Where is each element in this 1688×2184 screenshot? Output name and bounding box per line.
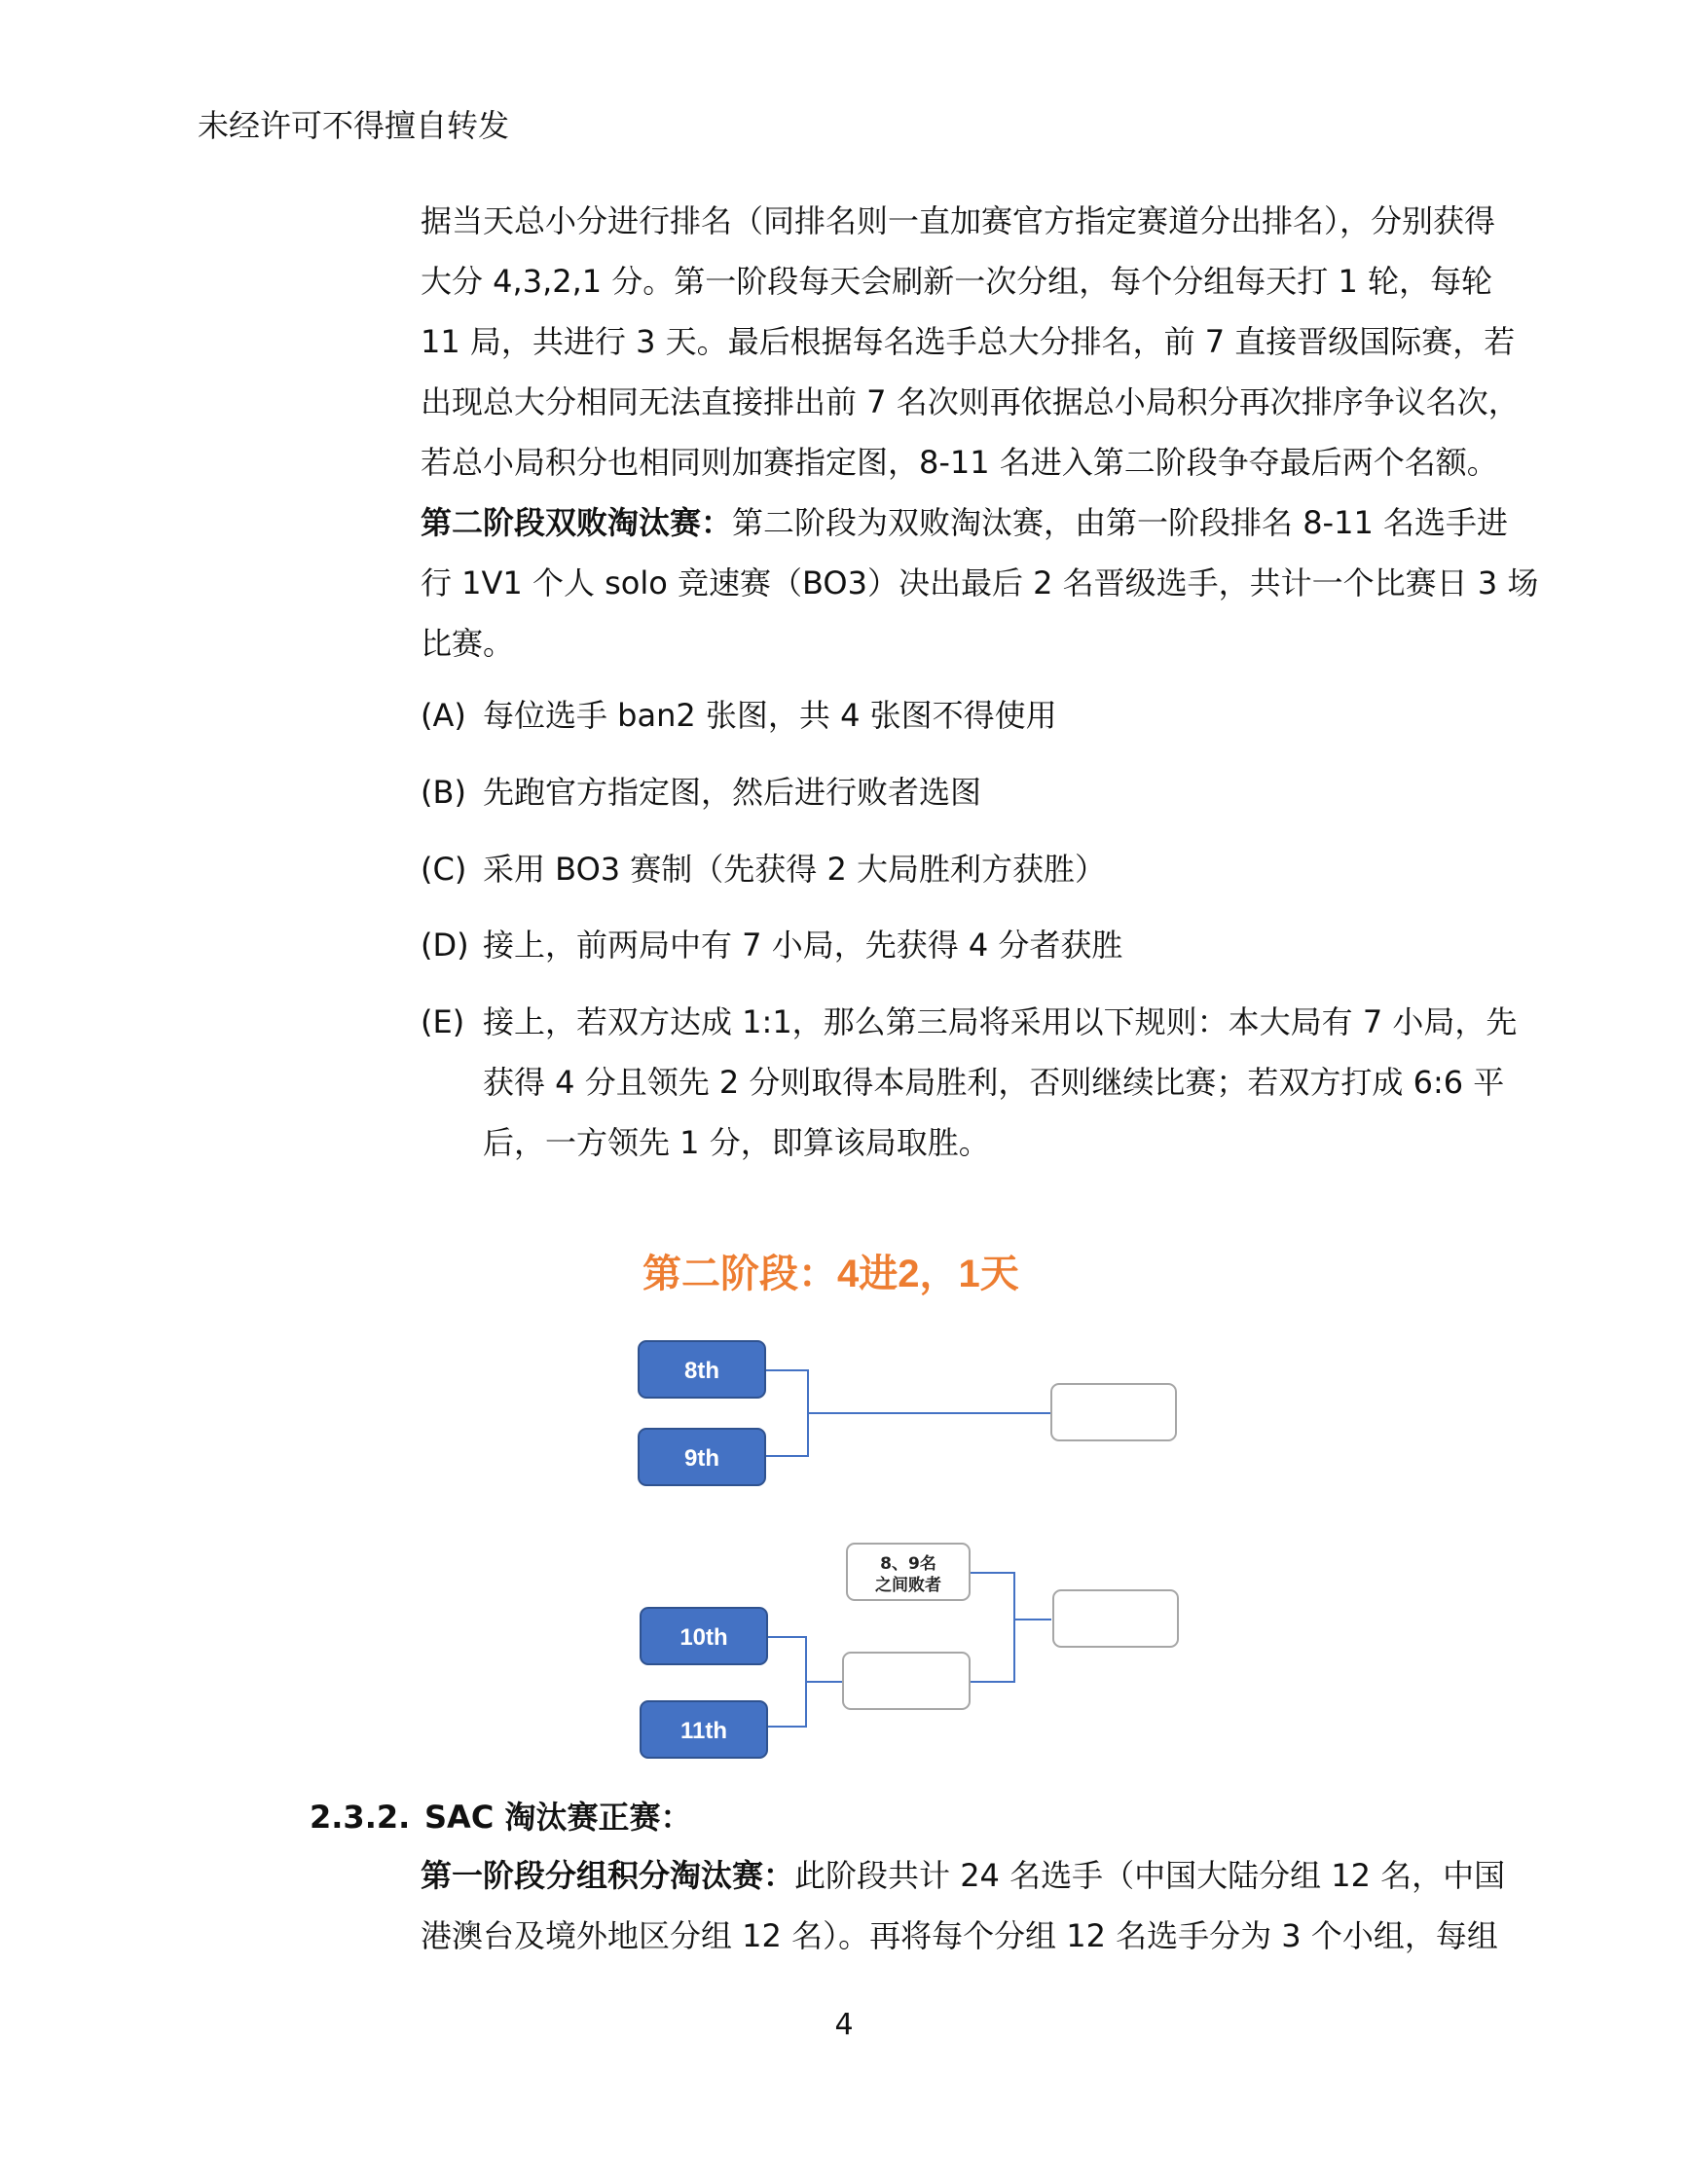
seed-10th — [641, 1608, 767, 1664]
list-label: (E) — [421, 1003, 465, 1040]
paragraph-text: 第二阶段为双败淘汰赛，由第一阶段排名 8-11 名选手进 — [732, 504, 1508, 541]
loser-box-line1: 8、9名 — [880, 1554, 936, 1574]
bracket-diagram — [623, 1236, 1207, 1781]
list-label: (B) — [421, 774, 466, 811]
paragraph-line: 行 1V1 个人 solo 竞速赛（BO3）决出最后 2 名晋级选手，共计一个比赛日 3 场 — [421, 564, 1539, 601]
seed-8th — [639, 1341, 765, 1398]
match-box-lower — [843, 1653, 970, 1709]
list-text-continued: 后，一方领先 1 分，即算该局取胜。 — [483, 1124, 990, 1161]
paragraph-line: 比赛。 — [421, 625, 515, 662]
bracket-line — [970, 1573, 1014, 1682]
list-item — [421, 915, 1122, 975]
section-number: 2.3.2. — [310, 1799, 411, 1836]
section-heading — [310, 1793, 691, 1838]
bracket-line — [767, 1637, 806, 1727]
section-title: SAC 淘汰赛正赛： — [424, 1799, 692, 1836]
seed-label: 11th — [679, 1718, 728, 1744]
list-text-continued: 获得 4 分且领先 2 分则取得本局胜利，否则继续比赛；若双方打成 6:6 平 — [483, 1064, 1505, 1101]
paragraph-line — [421, 492, 1508, 553]
page-number: 4 — [834, 2008, 854, 2042]
list-item — [421, 992, 1517, 1052]
stage1-heading: 第一阶段分组积分淘汰赛： — [421, 1857, 795, 1894]
loser-box-line2: 之间败者 — [875, 1576, 941, 1595]
list-item — [421, 685, 1057, 746]
loser-box — [847, 1544, 970, 1600]
seed-9th — [639, 1429, 765, 1485]
paragraph-section-body — [421, 1845, 1506, 1966]
paragraph-line: 大分 4,3,2,1 分。第一阶段每天会刷新一次分组，每个分组每天打 1 轮，每轮 — [421, 263, 1493, 300]
list-text: 接上，若双方达成 1:1，那么第三局将采用以下规则：本大局有 7 小局，先 — [483, 1003, 1518, 1040]
list-text: 接上，前两局中有 7 小局，先获得 4 分者获胜 — [483, 927, 1123, 964]
winner-box-upper — [1051, 1384, 1176, 1440]
list-item — [421, 839, 1106, 899]
stage2-heading: 第二阶段双败淘汰赛： — [421, 504, 733, 541]
list-text: 每位选手 ban2 张图，共 4 张图不得使用 — [483, 697, 1057, 734]
seed-11th — [641, 1701, 767, 1758]
paragraph-line — [421, 1845, 1506, 1906]
list-label: (A) — [421, 697, 466, 734]
paragraph-line: 据当天总小分进行排名（同排名则一直加赛官方指定赛道分出排名），分别获得 — [421, 202, 1496, 239]
list-item — [421, 762, 981, 822]
seed-label: 9th — [684, 1445, 719, 1472]
bracket-line — [765, 1370, 808, 1456]
paragraph-line: 港澳台及境外地区分组 12 名）。再将每个分组 12 名选手分为 3 个小组，每组 — [421, 1917, 1498, 1954]
list-text: 先跑官方指定图，然后进行败者选图 — [483, 774, 982, 811]
seed-label: 8th — [684, 1358, 719, 1384]
seed-label: 10th — [679, 1624, 728, 1651]
paragraph-line: 11 局，共进行 3 天。最后根据每名选手总大分排名，前 7 直接晋级国际赛，若 — [421, 323, 1516, 360]
paragraph-line: 出现总大分相同无法直接排出前 7 名次则再依据总小局积分再次排序争议名次， — [421, 383, 1520, 420]
paragraph-line: 若总小局积分也相同则加赛指定图，8-11 名进入第二阶段争夺最后两个名额。 — [421, 444, 1498, 481]
diagram-title: 第二阶段：4进2，1天 — [642, 1253, 1019, 1295]
winner-box-lower — [1053, 1590, 1178, 1647]
list-label: (C) — [421, 851, 467, 888]
paragraph-text: 此阶段共计 24 名选手（中国大陆分组 12 名，中国 — [794, 1857, 1506, 1894]
header-note: 未经许可不得擅自转发 — [198, 107, 510, 144]
list-label: (D) — [421, 927, 469, 964]
paragraph-stage1 — [421, 191, 1539, 673]
list-text: 采用 BO3 赛制（先获得 2 大局胜利方获胜） — [483, 851, 1106, 888]
